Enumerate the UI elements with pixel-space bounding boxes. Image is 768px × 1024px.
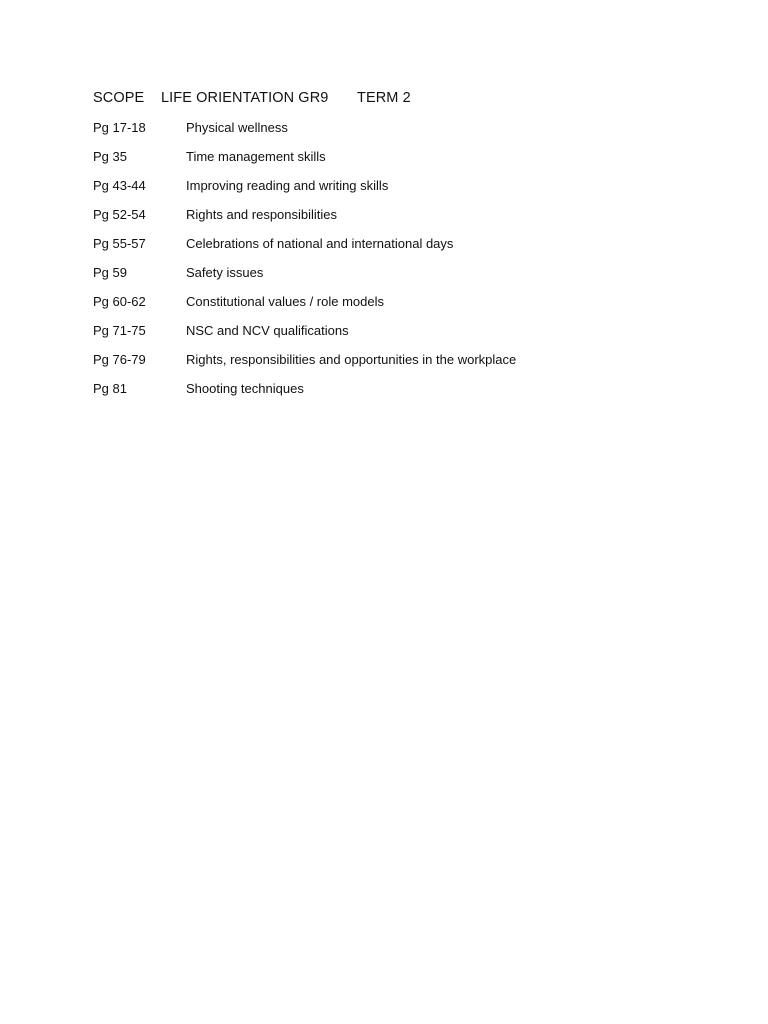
list-item xyxy=(93,148,516,177)
list-item xyxy=(93,293,516,322)
list-item xyxy=(93,380,516,409)
entry-topic: NSC and NCV qualifications xyxy=(186,323,349,338)
list-item xyxy=(93,177,516,206)
entry-pages: Pg 60-62 xyxy=(93,294,146,309)
list-item xyxy=(93,264,516,293)
entry-topic: Physical wellness xyxy=(186,120,288,135)
entry-pages: Pg 76-79 xyxy=(93,352,146,367)
entry-topic: Constitutional values / role models xyxy=(186,294,384,309)
entry-pages: Pg 55-57 xyxy=(93,236,146,251)
list-item xyxy=(93,351,516,380)
document-heading xyxy=(93,89,411,107)
entry-pages: Pg 81 xyxy=(93,381,127,396)
entry-topic: Rights and responsibilities xyxy=(186,207,338,222)
list-item xyxy=(93,235,516,264)
heading-term: TERM 2 xyxy=(357,90,411,106)
entry-pages: Pg 35 xyxy=(93,149,127,164)
heading-subject: LIFE ORIENTATION GR9 xyxy=(161,90,329,106)
list-item xyxy=(93,206,516,235)
entry-topic: Improving reading and writing skills xyxy=(186,178,389,193)
heading-scope: SCOPE xyxy=(93,90,145,106)
entry-pages: Pg 59 xyxy=(93,265,127,280)
entry-pages: Pg 52-54 xyxy=(93,207,146,222)
entry-pages: Pg 17-18 xyxy=(93,120,146,135)
entry-topic: Time management skills xyxy=(186,149,326,164)
entry-topic: Rights, responsibilities and opportunities in the workplace xyxy=(186,352,517,367)
entry-pages: Pg 71-75 xyxy=(93,323,146,338)
list-item xyxy=(93,119,516,148)
scope-list xyxy=(93,119,516,409)
entry-topic: Safety issues xyxy=(186,265,264,280)
list-item xyxy=(93,322,516,351)
entry-topic: Celebrations of national and international days xyxy=(186,236,454,251)
entry-topic: Shooting techniques xyxy=(186,381,304,396)
entry-pages: Pg 43-44 xyxy=(93,178,146,193)
